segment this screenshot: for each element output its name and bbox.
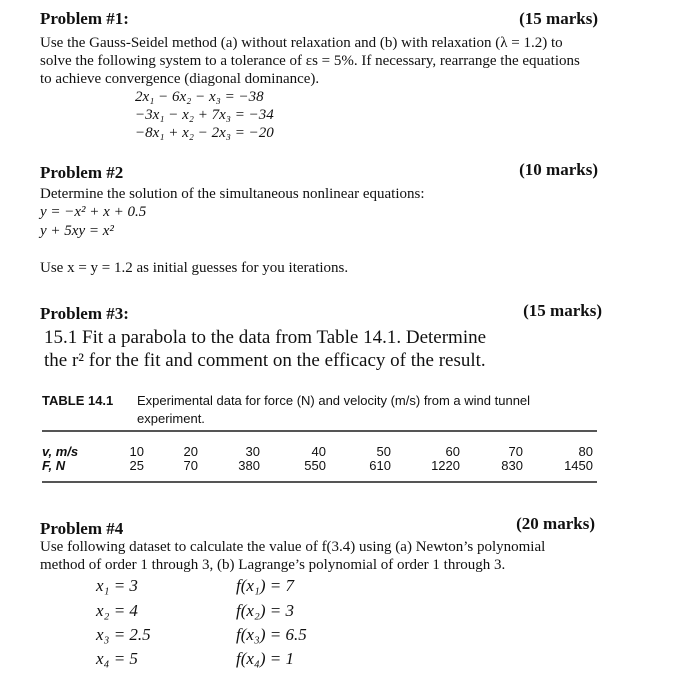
problem-1-marks: (15 marks) bbox=[519, 9, 598, 28]
velocity-cell: 50 bbox=[376, 444, 391, 459]
problem-3-line-2: the r² for the fit and comment on the efficacy of the result. bbox=[44, 350, 486, 371]
problem-1-line-2: solve the following system to a tolerance of εs = 5%. If necessary, rearrange the equations bbox=[40, 53, 580, 69]
velocity-cell: 40 bbox=[311, 444, 326, 459]
equation-1: 2x₁ − 6x₂ − x₃ = −38 bbox=[135, 89, 264, 105]
equation-2: −3x₁ − x₂ + 7x₃ = −34 bbox=[135, 107, 274, 123]
table-bottom-rule bbox=[42, 481, 597, 483]
nonlinear-equation-1: y = −x² + x + 0.5 bbox=[40, 204, 147, 220]
problem-2-line-1: Determine the solution of the simultaneous nonlinear equations: bbox=[40, 186, 425, 202]
equation-3: −8x₁ + x₂ − 2x₃ = −20 bbox=[135, 125, 274, 141]
force-cell: 1220 bbox=[431, 458, 460, 473]
problem-1-line-1: Use the Gauss-Seidel method (a) without relaxation and (b) with relaxation (λ = 1.2) to bbox=[40, 35, 563, 51]
problem-3-title: Problem #3: bbox=[40, 304, 129, 323]
x1-value: x₁ = 3 bbox=[96, 576, 138, 595]
force-row-label: F, N bbox=[42, 458, 66, 473]
problem-3-marks: (15 marks) bbox=[523, 301, 602, 320]
velocity-cell: 20 bbox=[183, 444, 198, 459]
fx2-value: f(x₂) = 3 bbox=[236, 601, 294, 620]
table-caption-line-2: experiment. bbox=[137, 411, 205, 426]
velocity-row-label: v, m/s bbox=[42, 444, 79, 459]
table-top-rule bbox=[42, 430, 597, 432]
nonlinear-equation-2: y + 5xy = x² bbox=[40, 223, 114, 239]
velocity-cell: 80 bbox=[578, 444, 593, 459]
force-cell: 610 bbox=[369, 458, 391, 473]
problem-3-line-1: 15.1 Fit a parabola to the data from Table 14.1. Determine bbox=[44, 327, 487, 348]
problem-1-line-3: to achieve convergence (diagonal dominance). bbox=[40, 71, 320, 87]
table-caption-line-1: Experimental data for force (N) and velocity (m/s) from a wind tunnel bbox=[137, 393, 531, 408]
problem-4-marks: (20 marks) bbox=[516, 514, 595, 533]
force-cell: 380 bbox=[238, 458, 260, 473]
force-cell: 70 bbox=[183, 458, 198, 473]
problem-2-title: Problem #2 bbox=[40, 163, 124, 182]
force-cell: 550 bbox=[304, 458, 326, 473]
problem-4-line-2: method of order 1 through 3, (b) Lagrange’s polynomial of order 1 through 3. bbox=[40, 557, 506, 573]
velocity-cell: 10 bbox=[129, 444, 144, 459]
x2-value: x₂ = 4 bbox=[96, 601, 138, 620]
fx4-value: f(x₄) = 1 bbox=[236, 649, 294, 668]
force-cell: 1450 bbox=[564, 458, 593, 473]
force-cell: 25 bbox=[129, 458, 144, 473]
force-cell: 830 bbox=[501, 458, 523, 473]
x4-value: x₄ = 5 bbox=[96, 649, 138, 668]
x3-value: x₃ = 2.5 bbox=[96, 625, 151, 644]
problem-1-title: Problem #1: bbox=[40, 9, 129, 28]
velocity-cell: 30 bbox=[245, 444, 260, 459]
velocity-cell: 60 bbox=[445, 444, 460, 459]
problem-4-line-1: Use following dataset to calculate the value of f(3.4) using (a) Newton’s polynomial bbox=[40, 539, 546, 555]
problem-2-marks: (10 marks) bbox=[519, 160, 598, 179]
fx3-value: f(x₃) = 6.5 bbox=[236, 625, 307, 644]
velocity-cell: 70 bbox=[508, 444, 523, 459]
problem-4-title: Problem #4 bbox=[40, 519, 124, 538]
fx1-value: f(x₁) = 7 bbox=[236, 576, 294, 595]
table-label: TABLE 14.1 bbox=[42, 393, 114, 408]
problem-2-note: Use x = y = 1.2 as initial guesses for you iterations. bbox=[40, 260, 349, 276]
